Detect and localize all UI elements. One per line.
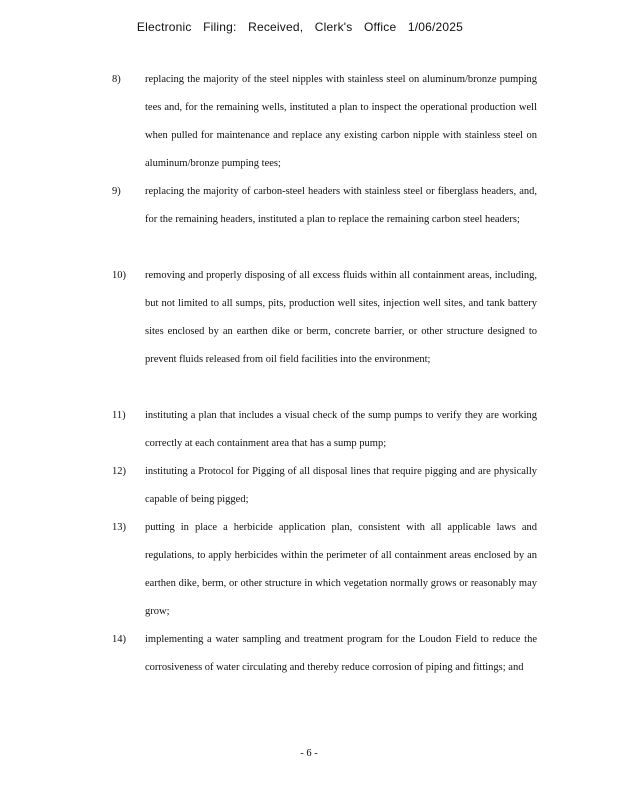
item-number: 13) bbox=[112, 522, 126, 533]
item-text: replacing the majority of the steel nipples with stainless steel on aluminum/bronze pumping tees and, for the remaining wells, instituted a plan to inspect the operational production well when pulled for maintenance and replace any existing carbon nipple with stainless steel on aluminum/bronze pumping tees; bbox=[145, 74, 537, 169]
filing-stamp-header: Electronic Filing: Received, Clerk's Office 1/06/2025 bbox=[136, 20, 464, 34]
item-number: 8) bbox=[112, 74, 121, 85]
item-number: 12) bbox=[112, 466, 126, 477]
item-number: 14) bbox=[112, 634, 126, 645]
numbered-list bbox=[0, 66, 618, 710]
item-number: 9) bbox=[112, 186, 121, 197]
item-text: putting in place a herbicide application plan, consistent with all applicable laws and regulations, to apply herbicides within the perimeter of all containment areas enclosed by an earthen dike, berm, or other structure in which vegetation normally grows or reasonably may grow; bbox=[145, 522, 537, 617]
item-number: 11) bbox=[112, 410, 126, 421]
list-item-9 bbox=[112, 178, 537, 262]
item-text: replacing the majority of carbon-steel headers with stainless steel or fiberglass headers, and, for the remaining headers, instituted a plan to replace the remaining carbon steel headers; bbox=[145, 186, 537, 225]
item-text: instituting a plan that includes a visual check of the sump pumps to verify they are working correctly at each containment area that has a sump pump; bbox=[145, 410, 537, 449]
item-text: removing and properly disposing of all excess fluids within all containment areas, including, but not limited to all sumps, pits, production well sites, injection well sites, and tank battery sites enclosed by an earthen dike or berm, concrete barrier, or other structure designed to prevent fluids released from oil field facilities into the environment; bbox=[145, 270, 537, 365]
list-item-13 bbox=[112, 514, 537, 626]
page-number: - 6 - bbox=[300, 748, 318, 759]
list-item-12 bbox=[112, 458, 537, 514]
list-item-11 bbox=[112, 402, 537, 458]
list-item-14 bbox=[112, 626, 537, 710]
list-item-10 bbox=[112, 262, 537, 402]
item-text: implementing a water sampling and treatment program for the Loudon Field to reduce the corrosiveness of water circulating and thereby reduce corrosion of piping and fittings; and bbox=[145, 634, 537, 673]
item-number: 10) bbox=[112, 270, 126, 281]
item-text: instituting a Protocol for Pigging of all disposal lines that require pigging and are physically capable of being pigged; bbox=[145, 466, 537, 505]
list-item-8 bbox=[112, 66, 537, 178]
